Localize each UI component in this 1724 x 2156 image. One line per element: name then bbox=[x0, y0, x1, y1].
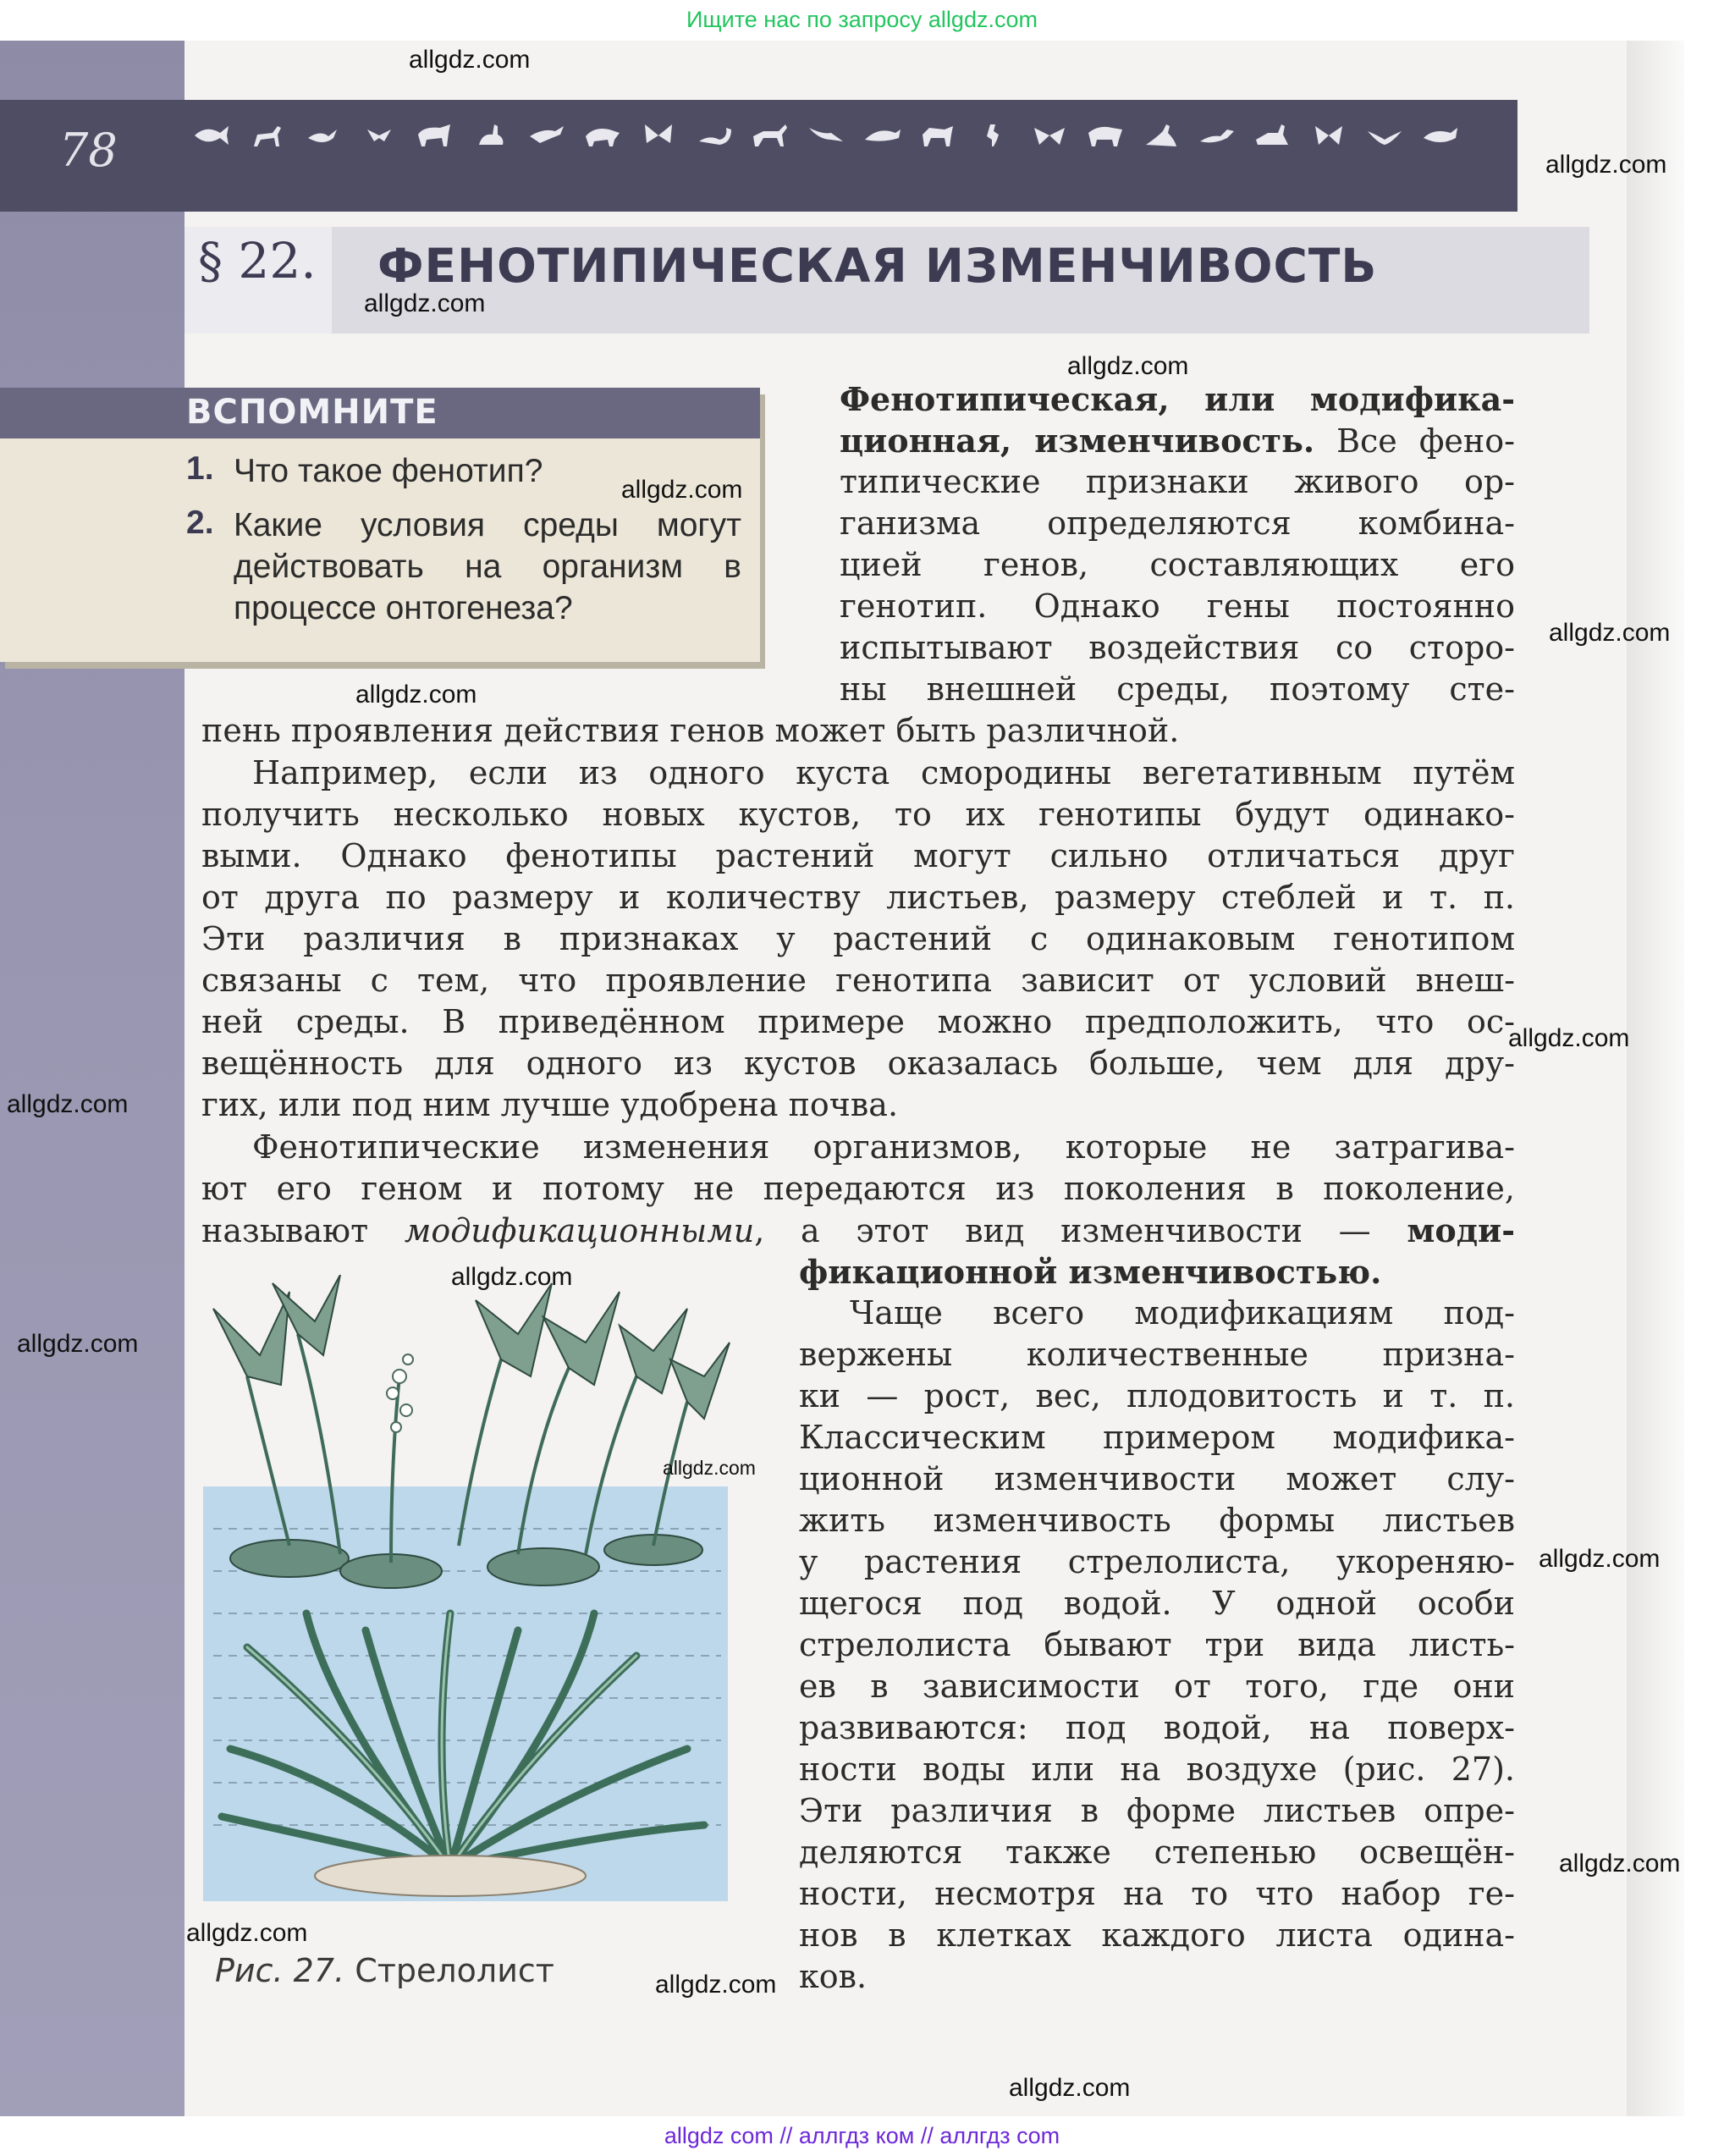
recall-item-number: 2. bbox=[186, 505, 214, 541]
butterfly-icon bbox=[1308, 121, 1349, 150]
para4-line: жить изменчивость формы листьев bbox=[799, 1502, 1515, 1539]
arrowhead-plant-illustration bbox=[196, 1275, 738, 1927]
para1-line: пень проявления действия генов может быть различной. bbox=[201, 712, 1180, 749]
para3-bold-term: моди- bbox=[1407, 1211, 1515, 1249]
top-banner[interactable]: Ищите нас по запросу allgdz.com bbox=[686, 7, 1038, 32]
watermark: allgdz.com bbox=[1559, 1850, 1681, 1878]
para4-line: ности воды или на воздухе (рис. 27). bbox=[799, 1751, 1515, 1788]
para4-line: Классическим примером модифика- bbox=[799, 1419, 1515, 1456]
para1-line: Фенотипическая, или модифика- bbox=[840, 380, 1515, 418]
para3-line: ют его геном и потому не передаются из поколения в поколение, bbox=[201, 1170, 1515, 1207]
figure-caption bbox=[215, 1952, 554, 1989]
rabbit-icon bbox=[471, 121, 511, 150]
bottom-banner[interactable]: allgdz com // аллгдз ком // аллгдз com bbox=[664, 2123, 1060, 2148]
para4-line: вержены количественные призна- bbox=[799, 1336, 1515, 1373]
lizard-icon bbox=[1197, 121, 1237, 150]
para4-line: стрелолиста бывают три вида листь- bbox=[799, 1626, 1515, 1663]
watermark: allgdz.com bbox=[1539, 1545, 1661, 1573]
para2-line: Эти различия в признаках у растений с одинаковым генотипом bbox=[201, 920, 1515, 957]
recall-title: ВСПОМНИТЕ bbox=[186, 393, 438, 432]
para2-line: ней среды. В приведённом примере можно предположить, что ос- bbox=[201, 1003, 1515, 1040]
watermark: allgdz.com bbox=[355, 681, 477, 709]
swallow-icon bbox=[806, 121, 846, 150]
para4-line: ционной изменчивости может слу- bbox=[799, 1460, 1515, 1497]
watermark: allgdz.com bbox=[663, 1457, 756, 1479]
para4-line: у растения стрелолиста, укореняю- bbox=[799, 1543, 1515, 1580]
watermark: allgdz.com bbox=[1545, 151, 1667, 179]
para1-line: типические признаки живого ор- bbox=[840, 463, 1515, 500]
para3-line: Фенотипические изменения организмов, которые не затрагива- bbox=[252, 1128, 1515, 1166]
para1-line: генотип. Однако гены постоянно bbox=[840, 587, 1515, 625]
para2-line: получить несколько новых кустов, то их генотипы будут одинако- bbox=[201, 796, 1515, 833]
bull-icon bbox=[415, 121, 455, 150]
para1-line: цией генов, составляющих его bbox=[840, 546, 1515, 583]
watermark: allgdz.com bbox=[7, 1090, 129, 1118]
recall-item-text: действовать на организм в bbox=[234, 549, 741, 585]
whale-icon bbox=[1420, 121, 1461, 150]
recall-item-text: процессе онтогенеза? bbox=[234, 590, 573, 626]
section-title: ФЕНОТИПИЧЕСКАЯ ИЗМЕНЧИВОСТЬ bbox=[377, 239, 1378, 293]
para2-line: гих, или под ним лучше удобрена почва. bbox=[201, 1086, 899, 1123]
recall-item-text: Что такое фенотип? bbox=[234, 453, 543, 489]
watermark: allgdz.com bbox=[1009, 2074, 1131, 2102]
para4-line: Чаще всего модификациям под- bbox=[850, 1294, 1515, 1332]
watermark: allgdz.com bbox=[409, 46, 531, 74]
fish-icon bbox=[191, 121, 232, 150]
watermark: allgdz.com bbox=[1508, 1024, 1630, 1052]
para4-line: ев в зависимости от того, где они bbox=[799, 1668, 1515, 1705]
para1-line: испытывают воздействия со сторо- bbox=[840, 629, 1515, 666]
para2-line: связаны с тем, что проявление генотипа зависит от условий внеш- bbox=[201, 962, 1515, 999]
para1-term: ционная, изменчивость. bbox=[840, 422, 1315, 460]
section-number: § 22. bbox=[198, 232, 317, 289]
antelope-icon bbox=[750, 121, 790, 150]
watermark: allgdz.com bbox=[17, 1330, 139, 1358]
para3-text: называют bbox=[201, 1212, 369, 1249]
para3-line: фикационной изменчивостью. bbox=[799, 1253, 1382, 1291]
para1-text: Все фено- bbox=[1336, 422, 1515, 460]
para1-line: ны внешней среды, поэтому сте- bbox=[840, 670, 1515, 708]
figure-name: Стрелолист bbox=[355, 1952, 554, 1989]
boar-icon bbox=[582, 121, 623, 150]
watermark: allgdz.com bbox=[655, 1971, 777, 1999]
watermark: allgdz.com bbox=[364, 289, 486, 317]
buffalo-icon bbox=[1085, 121, 1126, 150]
para2-line: вещённость для одного из кустов оказалась больше, чем для дру- bbox=[201, 1045, 1515, 1082]
dolphin-icon bbox=[862, 121, 902, 150]
para4-line: ности, несмотря на то что набор ге- bbox=[799, 1875, 1515, 1912]
page-header-bar bbox=[0, 100, 1517, 212]
para4-line: ки — рост, вес, плодовитость и т. п. bbox=[799, 1377, 1515, 1414]
para3-italic-term: модификационными bbox=[404, 1212, 755, 1249]
para4-line: ков. bbox=[799, 1958, 868, 1995]
kangaroo-icon bbox=[1141, 121, 1181, 150]
wolf-icon bbox=[917, 121, 958, 150]
butterfly-icon bbox=[638, 121, 679, 150]
para3-line bbox=[201, 1210, 1515, 1252]
watermark: allgdz.com bbox=[186, 1919, 308, 1947]
para1-line: ганизма определяются комбина- bbox=[840, 505, 1515, 542]
figure-label: Рис. 27. bbox=[215, 1952, 345, 1989]
insect-icon bbox=[359, 121, 399, 150]
watermark: allgdz.com bbox=[1549, 619, 1671, 647]
deer-icon bbox=[247, 121, 288, 150]
watermark: allgdz.com bbox=[1067, 352, 1189, 380]
para4-line: щегося под водой. У одной особи bbox=[799, 1585, 1515, 1622]
para4-line: деляются также степенью освещён- bbox=[799, 1833, 1515, 1871]
page-edge-shadow bbox=[1627, 41, 1684, 2116]
para3-text: , а этот вид изменчивости — bbox=[754, 1212, 1371, 1249]
para4-line: развиваются: под водой, на поверх- bbox=[799, 1709, 1515, 1746]
bird-icon bbox=[303, 121, 344, 150]
page-number: 78 bbox=[59, 124, 118, 177]
animal-silhouette-row bbox=[191, 119, 1461, 152]
heron-icon bbox=[973, 121, 1014, 150]
gull-icon bbox=[1364, 121, 1405, 150]
watermark: allgdz.com bbox=[451, 1263, 573, 1291]
left-color-strip bbox=[0, 41, 185, 2116]
para2-line: от друга по размеру и количеству листьев, размеру стеблей и т. п. bbox=[201, 879, 1515, 916]
para1-line bbox=[840, 420, 1515, 462]
scorpion-icon bbox=[694, 121, 735, 150]
para2-line: Например, если из одного куста смородины вегетативным путём bbox=[252, 754, 1515, 791]
moth-icon bbox=[1029, 121, 1070, 150]
para4-line: Эти различия в форме листьев опре- bbox=[799, 1792, 1515, 1829]
hare-icon bbox=[1253, 121, 1293, 150]
para4-line: нов в клетках каждого листа одина- bbox=[799, 1916, 1515, 1954]
watermark: allgdz.com bbox=[621, 476, 743, 504]
horse-icon bbox=[526, 121, 567, 150]
recall-item-number: 1. bbox=[186, 450, 214, 487]
para2-line: выми. Однако фенотипы растений могут сильно отличаться друг bbox=[201, 837, 1515, 874]
recall-item-text: Какие условия среды могут bbox=[234, 507, 741, 543]
